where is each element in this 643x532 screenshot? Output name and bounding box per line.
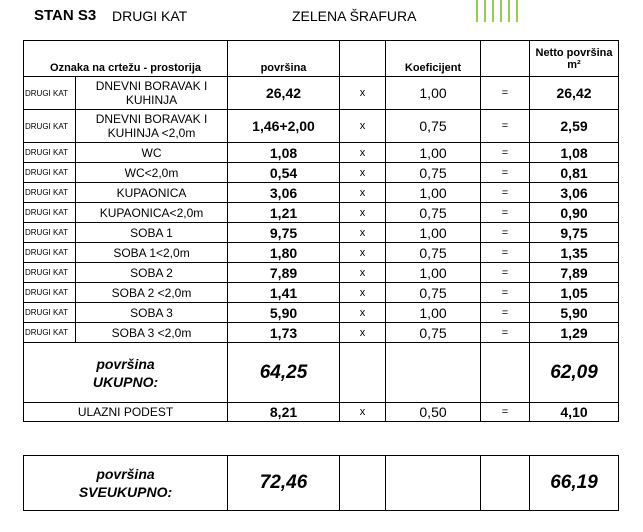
coefficient-cell: 1,00: [386, 77, 481, 110]
room-name-line2: KUHINJA: [125, 93, 178, 107]
equals-sign: =: [481, 163, 530, 183]
grand-total-net: 66,19: [530, 456, 619, 511]
area-cell: 9,75: [228, 223, 340, 243]
empty-cell: [340, 343, 386, 403]
net-area-cell: 26,42: [530, 77, 619, 110]
floor-cell: DRUGI KAT: [24, 323, 76, 343]
net-area-cell: 9,75: [530, 223, 619, 243]
floor-cell: DRUGI KAT: [24, 110, 76, 143]
empty-cell: [481, 343, 530, 403]
column-header-net-area: [530, 41, 619, 77]
net-area-cell: 1,05: [530, 283, 619, 303]
entrance-row: [24, 403, 619, 422]
area-cell: 7,89: [228, 263, 340, 283]
area-cell: 0,54: [228, 163, 340, 183]
room-name-line1: WC<2,0m: [124, 165, 179, 180]
coefficient-cell: 0,75: [386, 243, 481, 263]
room-name-cell: [76, 243, 228, 263]
subtotal-row: [24, 343, 619, 403]
net-area-cell: 2,59: [530, 110, 619, 143]
empty-cell: [386, 343, 481, 403]
table-row: [24, 163, 619, 183]
table-row: [24, 283, 619, 303]
multiply-sign: x: [340, 283, 386, 303]
equals-sign: =: [481, 323, 530, 343]
equals-sign: =: [481, 183, 530, 203]
room-name-cell: [76, 263, 228, 283]
table-row: [24, 143, 619, 163]
entrance-room-cell: ULAZNI PODEST: [24, 403, 228, 422]
room-name-cell: [76, 183, 228, 203]
multiply-sign: x: [340, 243, 386, 263]
multiply-sign: x: [340, 323, 386, 343]
area-cell: 26,42: [228, 77, 340, 110]
equals-sign: =: [481, 203, 530, 223]
multiply-sign: x: [340, 110, 386, 143]
coefficient-cell: 1,00: [386, 263, 481, 283]
equals-sign: =: [481, 403, 530, 422]
floor-cell: DRUGI KAT: [24, 263, 76, 283]
room-name-line1: WC: [141, 145, 162, 160]
floor-cell: DRUGI KAT: [24, 163, 76, 183]
floor-cell: DRUGI KAT: [24, 243, 76, 263]
room-name-line1: KUPAONICA: [116, 185, 187, 200]
floor-cell: DRUGI KAT: [24, 183, 76, 203]
net-area-cell: 3,06: [530, 183, 619, 203]
green-hatch-swatch: [473, 0, 521, 22]
subtotal-label-line1: površina: [96, 355, 155, 372]
room-name-cell: [76, 223, 228, 243]
equals-sign: =: [481, 243, 530, 263]
multiply-sign: x: [340, 303, 386, 323]
floor-cell: DRUGI KAT: [24, 303, 76, 323]
table-row: [24, 110, 619, 143]
empty-cell: [481, 456, 530, 511]
multiply-sign: x: [340, 77, 386, 110]
room-name-cell: [76, 283, 228, 303]
net-area-cell: 1,35: [530, 243, 619, 263]
subtotal-label-line2: UKUPNO:: [92, 373, 159, 390]
table-row: [24, 77, 619, 110]
table-header-row: [24, 41, 619, 77]
column-header-room: Oznaka na crtežu - prostorija: [24, 41, 228, 77]
floor-cell: DRUGI KAT: [24, 203, 76, 223]
area-cell: 1,80: [228, 243, 340, 263]
table-row: [24, 303, 619, 323]
area-cell: 5,90: [228, 303, 340, 323]
room-name-line1: SOBA 2: [130, 265, 173, 280]
multiply-sign: x: [340, 163, 386, 183]
room-name-line1: SOBA 3: [130, 305, 173, 320]
net-area-header-unit: m²: [567, 58, 581, 71]
room-name-cell: [76, 110, 228, 143]
room-name-cell: [76, 143, 228, 163]
net-area-cell: 5,90: [530, 303, 619, 323]
multiply-sign: x: [340, 223, 386, 243]
net-area-cell: 0,81: [530, 163, 619, 183]
table-row: [24, 323, 619, 343]
apartment-title: STAN S3: [34, 7, 97, 24]
column-header-coefficient: Koeficijent: [386, 41, 481, 77]
multiply-sign: x: [340, 263, 386, 283]
room-name-line1: SOBA 1<2,0m: [113, 245, 190, 260]
empty-cell: [386, 456, 481, 511]
subtotal-net: 62,09: [530, 343, 619, 403]
area-table: [23, 40, 619, 422]
coefficient-cell: 1,00: [386, 143, 481, 163]
net-area-cell: 0,90: [530, 203, 619, 223]
entrance-area: 8,21: [228, 403, 340, 422]
coefficient-cell: 1,00: [386, 183, 481, 203]
grand-total-label-line1: površina: [96, 466, 155, 482]
subtotal-label: [24, 343, 228, 403]
subtotal-area: 64,25: [228, 343, 340, 403]
room-name-cell: [76, 303, 228, 323]
coefficient-cell: 0,75: [386, 323, 481, 343]
hatch-pattern-label: ZELENA ŠRAFURA: [292, 8, 417, 24]
grand-total-area: 72,46: [228, 456, 340, 511]
net-area-header-line1: Netto površina: [535, 46, 613, 59]
table-row: [24, 263, 619, 283]
grand-total-row: [24, 456, 619, 511]
sheet-header: [0, 0, 643, 40]
room-name-line1: SOBA 1: [130, 225, 173, 240]
room-name-line1: SOBA 3 <2,0m: [111, 325, 192, 340]
equals-sign: =: [481, 283, 530, 303]
table-row: [24, 203, 619, 223]
floor-label: DRUGI KAT: [112, 8, 188, 24]
coefficient-cell: 1,00: [386, 223, 481, 243]
coefficient-cell: 0,75: [386, 283, 481, 303]
area-cell: 1,41: [228, 283, 340, 303]
column-header-empty: [340, 41, 386, 77]
multiply-sign: x: [340, 143, 386, 163]
multiply-sign: x: [340, 183, 386, 203]
entrance-coefficient: 0,50: [386, 403, 481, 422]
net-area-cell: 1,08: [530, 143, 619, 163]
area-cell: 1,21: [228, 203, 340, 223]
room-name-cell: [76, 163, 228, 183]
equals-sign: =: [481, 143, 530, 163]
equals-sign: =: [481, 77, 530, 110]
equals-sign: =: [481, 263, 530, 283]
floor-cell: DRUGI KAT: [24, 143, 76, 163]
net-area-cell: 7,89: [530, 263, 619, 283]
room-name-cell: [76, 203, 228, 223]
empty-cell: [340, 456, 386, 511]
floor-cell: DRUGI KAT: [24, 223, 76, 243]
table-row: [24, 223, 619, 243]
grand-total-label: [24, 456, 228, 511]
table-row: [24, 183, 619, 203]
area-cell: 1,73: [228, 323, 340, 343]
equals-sign: =: [481, 223, 530, 243]
coefficient-cell: 0,75: [386, 203, 481, 223]
room-name-cell: [76, 323, 228, 343]
equals-sign: =: [481, 303, 530, 323]
floor-cell: DRUGI KAT: [24, 283, 76, 303]
room-name-line2: KUHINJA <2,0m: [107, 126, 196, 140]
room-name-line1: DNEVNI BORAVAK I: [95, 112, 208, 126]
grand-total-table: [23, 455, 619, 511]
floor-cell: DRUGI KAT: [24, 77, 76, 110]
equals-sign: =: [481, 110, 530, 143]
multiply-sign: x: [340, 403, 386, 422]
area-cell: 1,46+2,00: [228, 110, 340, 143]
coefficient-cell: 0,75: [386, 163, 481, 183]
column-header-area: površina: [228, 41, 340, 77]
grand-total-label-line2: SVEUKUPNO:: [78, 484, 173, 500]
table-row: [24, 243, 619, 263]
room-name-line1: KUPAONICA<2,0m: [99, 205, 204, 220]
room-name-cell: [76, 77, 228, 110]
area-cell: 3,06: [228, 183, 340, 203]
room-name-line1: DNEVNI BORAVAK I: [95, 79, 208, 93]
coefficient-cell: 0,75: [386, 110, 481, 143]
net-area-cell: 1,29: [530, 323, 619, 343]
room-name-line1: SOBA 2 <2,0m: [111, 285, 192, 300]
multiply-sign: x: [340, 203, 386, 223]
entrance-net: 4,10: [530, 403, 619, 422]
coefficient-cell: 1,00: [386, 303, 481, 323]
column-header-empty: [481, 41, 530, 77]
area-cell: 1,08: [228, 143, 340, 163]
